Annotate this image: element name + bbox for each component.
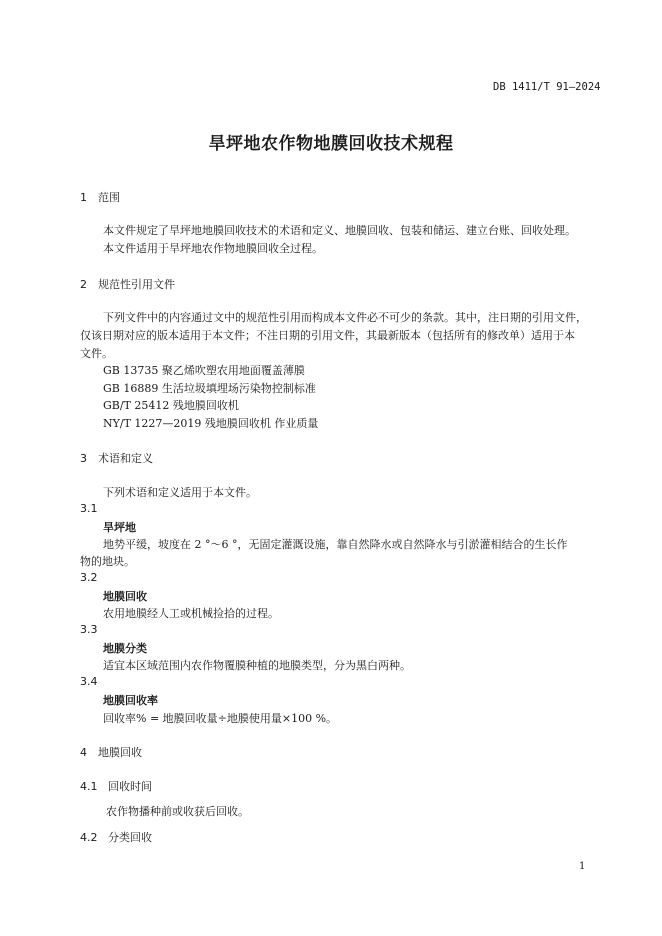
reference-item: GB 13735 聚乙烯吹塑农用地面覆盖薄膜 bbox=[103, 364, 305, 377]
term-name: 旱坪地 bbox=[103, 521, 136, 534]
term-name: 地膜回收率 bbox=[103, 694, 158, 707]
paragraph-line: 文件。 bbox=[80, 347, 113, 360]
term-number: 3.3 bbox=[80, 623, 98, 636]
section-title: 范围 bbox=[98, 191, 120, 204]
paragraph: 农作物播种前或收获后回收。 bbox=[106, 805, 249, 818]
paragraph-line: 仅该日期对应的版本适用于本文件；不注日期的引用文件，其最新版本（包括所有的修改单）适用于本 bbox=[80, 329, 575, 342]
document-title: 旱坪地农作物地膜回收技术规程 bbox=[208, 134, 454, 154]
section-number: 4 bbox=[80, 746, 87, 759]
term-definition: 适宜本区域范围内农作物覆膜种植的地膜类型，分为黑白两种。 bbox=[103, 659, 411, 672]
section-title: 术语和定义 bbox=[98, 452, 153, 465]
paragraph: 下列术语和定义适用于本文件。 bbox=[103, 486, 257, 499]
subsection-title: 分类回收 bbox=[108, 831, 152, 844]
section-4-heading bbox=[80, 744, 142, 760]
subsection-4-1-heading bbox=[80, 778, 152, 794]
section-number: 3 bbox=[80, 452, 87, 465]
reference-item: NY/T 1227—2019 残地膜回收机 作业质量 bbox=[103, 417, 319, 430]
section-title: 规范性引用文件 bbox=[98, 278, 175, 291]
section-2-heading bbox=[80, 276, 175, 292]
term-definition: 物的地块。 bbox=[80, 555, 135, 568]
term-number: 3.2 bbox=[80, 571, 98, 584]
section-number: 1 bbox=[80, 191, 87, 204]
term-definition: 地势平缓，坡度在 2 °～6 °，无固定灌溉设施，靠自然降水或自然降水与引淤灌相结合的生长作 bbox=[103, 538, 568, 551]
term-definition: 回收率% = 地膜回收量÷地膜使用量×100 %。 bbox=[103, 712, 338, 725]
section-number: 2 bbox=[80, 278, 87, 291]
term-definition: 农用地膜经人工或机械捡拾的过程。 bbox=[103, 607, 279, 620]
reference-item: GB 16889 生活垃圾填埋场污染物控制标准 bbox=[103, 382, 316, 395]
section-3-heading bbox=[80, 450, 153, 466]
term-name: 地膜回收 bbox=[103, 590, 147, 603]
section-title: 地膜回收 bbox=[98, 746, 142, 759]
paragraph-line: 下列文件中的内容通过文中的规范性引用而构成本文件必不可少的条款。其中，注日期的引用文件， bbox=[103, 311, 587, 324]
reference-item: GB/T 25412 残地膜回收机 bbox=[103, 399, 239, 412]
paragraph: 本文件适用于旱坪地农作物地膜回收全过程。 bbox=[103, 242, 323, 255]
subsection-number: 4.1 bbox=[80, 780, 98, 793]
subsection-4-2-heading bbox=[80, 829, 152, 845]
section-1-heading bbox=[80, 189, 120, 205]
term-number: 3.1 bbox=[80, 502, 98, 515]
subsection-number: 4.2 bbox=[80, 831, 98, 844]
term-number: 3.4 bbox=[80, 675, 98, 688]
document-number: DB 1411/T 91—2024 bbox=[493, 81, 601, 93]
page-number: 1 bbox=[579, 861, 586, 872]
paragraph: 本文件规定了旱坪地地膜回收技术的术语和定义、地膜回收、包装和储运、建立台账、回收处理。 bbox=[103, 224, 576, 237]
term-name: 地膜分类 bbox=[103, 642, 147, 655]
subsection-title: 回收时间 bbox=[108, 780, 152, 793]
